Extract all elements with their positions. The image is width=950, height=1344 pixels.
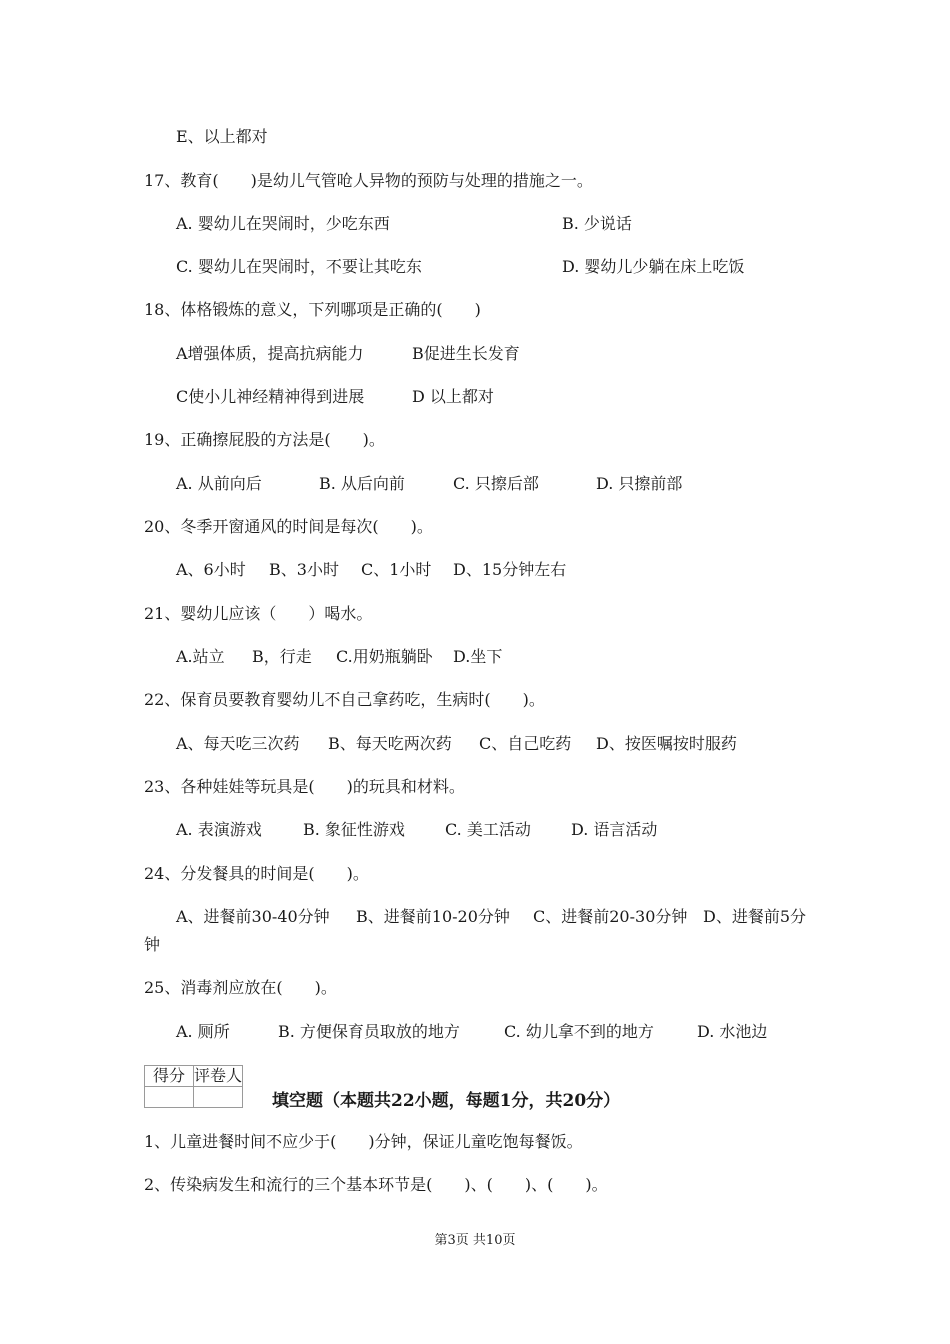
grader-cell[interactable] [194,1087,243,1108]
q22-option-d: D、按医嘱按时服药 [596,734,737,753]
q19-option-d: D. 只擦前部 [596,474,683,493]
q18-option-d: D 以上都对 [412,387,494,406]
grader-header: 评卷人 [194,1066,243,1085]
score-table [144,1065,243,1108]
q23-option-a: A. 表演游戏 [176,820,262,839]
q22-option-c: C、自己吃药 [479,734,572,753]
q21-option-b: B，行走 [252,647,312,666]
score-header: 得分 [145,1066,194,1087]
q21-option-c: C.用奶瓶躺卧 [336,647,433,666]
question-22: 22、保育员要教育婴幼儿不自己拿药吃，生病时( )。 [144,690,545,709]
q24-wrap: 钟 [144,935,161,954]
q21-option-d: D.坐下 [453,647,503,666]
q19-option-b: B. 从后向前 [319,474,405,493]
q20-option-b: B、3小时 [269,560,339,579]
question-23: 23、各种娃娃等玩具是( )的玩具和材料。 [144,777,465,796]
question-24: 24、分发餐具的时间是( )。 [144,864,369,883]
q19-option-c: C. 只擦后部 [453,474,539,493]
q24-option-c: C、进餐前20-30分钟 [533,907,688,926]
q17-option-a: A. 婴幼儿在哭闹时，少吃东西 [176,214,390,233]
q19-option-a: A. 从前向后 [176,474,262,493]
q18-option-c: C使小儿神经精神得到进展 [176,387,365,406]
question-25: 25、消毒剂应放在( )。 [144,978,337,997]
q25-option-a: A. 厕所 [176,1022,230,1041]
section-title: 填空题（本题共22小题，每题1分，共20分） [272,1091,621,1111]
q18-option-a: A增强体质，提高抗病能力 [176,344,364,363]
q25-option-c: C. 幼儿拿不到的地方 [504,1022,654,1041]
q17-option-d: D. 婴幼儿少躺在床上吃饭 [562,257,745,276]
question-17: 17、教育( )是幼儿气管呛人异物的预防与处理的措施之一。 [144,171,593,190]
page-footer: 第3页 共10页 [434,1233,516,1248]
q25-option-b: B. 方便保育员取放的地方 [278,1022,460,1041]
q21-option-a: A.站立 [176,647,225,666]
q17-option-c: C. 婴幼儿在哭闹时，不要让其吃东 [176,257,422,276]
q20-option-c: C、1小时 [361,560,432,579]
score-cell[interactable] [145,1087,194,1108]
fill-question-1: 1、儿童进餐时间不应少于( )分钟，保证儿童吃饱每餐饭。 [144,1132,583,1151]
q24-option-d: D、进餐前5分 [703,907,807,926]
e-option-prev: E、以上都对 [176,127,268,146]
question-18: 18、体格锻炼的意义，下列哪项是正确的( ) [144,300,481,319]
q20-option-d: D、15分钟左右 [453,560,567,579]
question-21: 21、婴幼儿应该（ ）喝水。 [144,604,373,623]
q23-option-d: D. 语言活动 [571,820,658,839]
q22-option-a: A、每天吃三次药 [176,734,300,753]
q23-option-c: C. 美工活动 [445,820,531,839]
q22-option-b: B、每天吃两次药 [328,734,452,753]
question-19: 19、正确擦屁股的方法是( )。 [144,430,385,449]
q20-option-a: A、6小时 [176,560,246,579]
q23-option-b: B. 象征性游戏 [303,820,405,839]
q25-option-d: D. 水池边 [697,1022,768,1041]
q17-option-b: B. 少说话 [562,214,632,233]
q24-option-a: A、进餐前30-40分钟 [176,907,330,926]
q24-option-b: B、进餐前10-20分钟 [356,907,510,926]
question-20: 20、冬季开窗通风的时间是每次( )。 [144,517,433,536]
q18-option-b: B促进生长发育 [412,344,520,363]
fill-question-2: 2、传染病发生和流行的三个基本环节是( )、( )、( )。 [144,1175,608,1194]
